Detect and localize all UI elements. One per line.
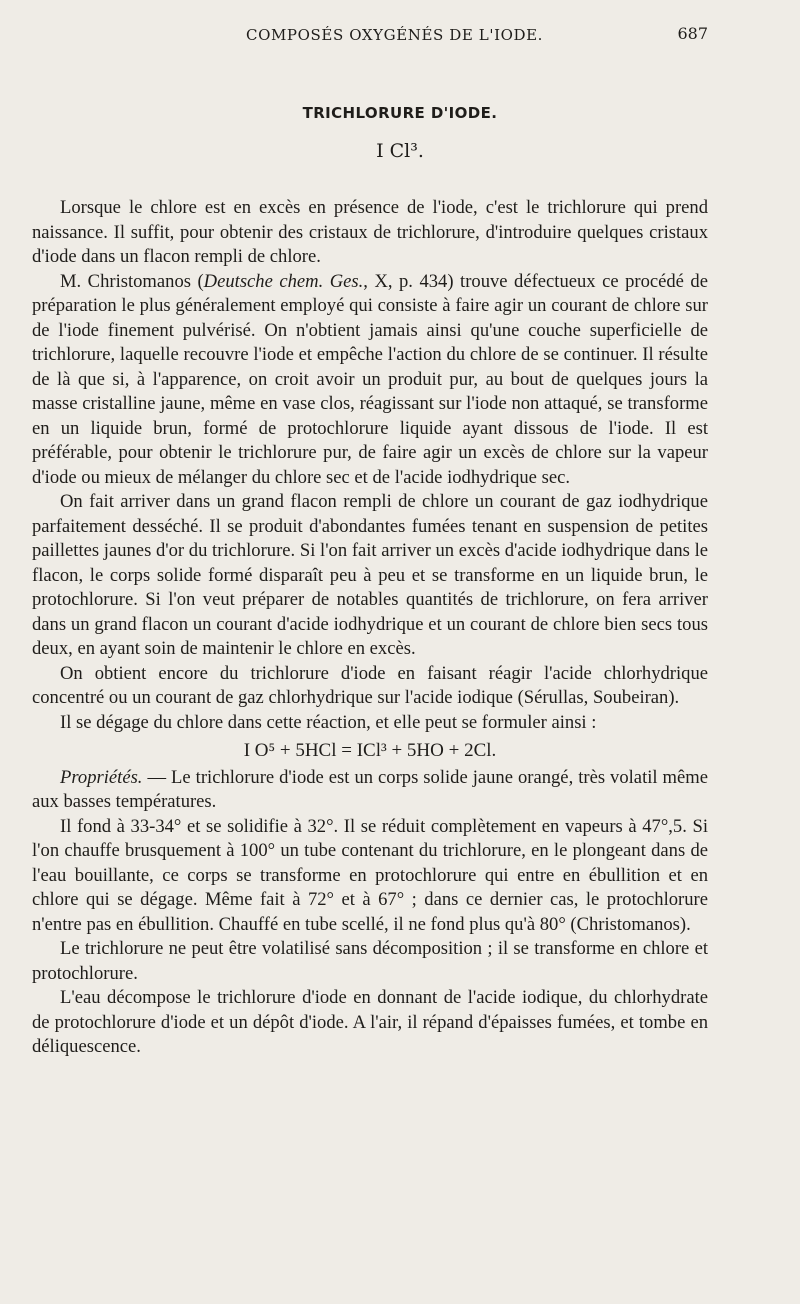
paragraph-reaction-intro: Il se dégage du chlore dans cette réaction, et elle peut se formuler ainsi : [60,711,597,733]
reaction-equation: I O⁵ + 5HCl = ICl³ + 5HO + 2Cl. [243,740,497,761]
paragraph-christomanos [32,270,708,491]
running-head [0,24,800,50]
properties-text: — Le trichlorure d'iode est un corps solide jaune orangé, très volatil même aux basses températures. [32,766,708,812]
body-text [32,196,708,1060]
journal-reference: Deutsche chem. Ges. [203,270,364,292]
paragraph-volatilization: Le trichlorure ne peut être volatilisé sans décomposition ; il se transforme en chlore et protochlorure. [32,938,708,984]
page-number: 687 [677,24,708,43]
running-title: COMPOSÉS OXYGÉNÉS DE L'IODE. [246,26,544,44]
paragraph-rest: , X, p. 434) trouve défectueux ce procédé de préparation le plus généralement employé qui consiste à faire agir un courant de chlore sur de l'iode finement pulvérisé. On n'obtient jamais ainsi qu'une couche superficielle de trichlorure, laquelle recouvre l'iode et empêche l'action du chlore de se continuer. Il résulte de là que si, à l'apparence, on croit avoir un produit pur, au bout de quelques jours la masse cristalline jaune, même en vase clos, réagissant sur l'iode non attaqué, se transforme en un liquide brun, formé de protochlorure liquide ayant dissous de l'iode. Il est préférable, pour obtenir le trichlorure pur, de faire agir un excès de chlore sur la vapeur d'iode ou mieux de mélanger du chlore sec et de l'acide iodhydrique sec. [32,270,708,488]
paragraph-properties [32,766,708,815]
paragraph-iodhydric-gas: On fait arriver dans un grand flacon rempli de chlore un courant de gaz iodhydrique parfaitement desséché. Il se produit d'abondantes fumées tenant en suspension de petites paillettes jaunes d'or du trichlorure. Si l'on fait arriver un excès d'acide iodhydrique dans le flacon, le corps solide formé disparaît peu à peu et se transforme en un liquide brun, le protochlorure. Si l'on veut préparer de notables quantités de trichlorure, on fera arriver dans un grand flacon un courant d'acide iodhydrique et un courant de chlore bien secs tous deux, en ayant soin de maintenir le chlore en excès. [32,491,708,659]
paragraph-melting: Il fond à 33-34° et se solidifie à 32°. Il se réduit complètement en vapeurs à 47°,5. Si l'on chauffe brusquement à 100° un tube contenant du trichlorure, en le plongeant dans de l'eau bouillante, ce corps se transforme en protochlorure qui entre en ébullition et en chlore qui se dégage. Même fait à 72° et à 67° ; dans ce dernier cas, le protochlorure n'entre pas en ébullition. Chauffé en tube scellé, il ne fond plus qu'à 80° (Christomanos). [32,815,708,935]
properties-label: Propriétés. [60,766,143,788]
section-formula: I Cl³. [376,140,424,162]
paragraph-lead: M. Christomanos ( [60,270,204,292]
paragraph-water-decomposition: L'eau décompose le trichlorure d'iode en donnant de l'acide iodique, du chlorhydrate de protochlorure d'iode et un dépôt d'iode. A l'air, il répand d'épaisses fumées, et tombe en déliquescence. [32,987,708,1057]
section-title: TRICHLORURE D'IODE. [302,104,498,122]
paragraph-chlorhydric-acid: On obtient encore du trichlorure d'iode en faisant réagir l'acide chlorhydrique concentré ou un courant de gaz chlorhydrique sur l'acide iodique (Sérullas, Soubeiran). [32,662,708,708]
paragraph-preparation-chlorine: Lorsque le chlore est en excès en présence de l'iode, c'est le trichlorure qui prend naissance. Il suffit, pour obtenir des cristaux de trichlorure, d'introduire quelques cristaux d'iode dans un flacon rempli de chlore. [32,197,708,267]
